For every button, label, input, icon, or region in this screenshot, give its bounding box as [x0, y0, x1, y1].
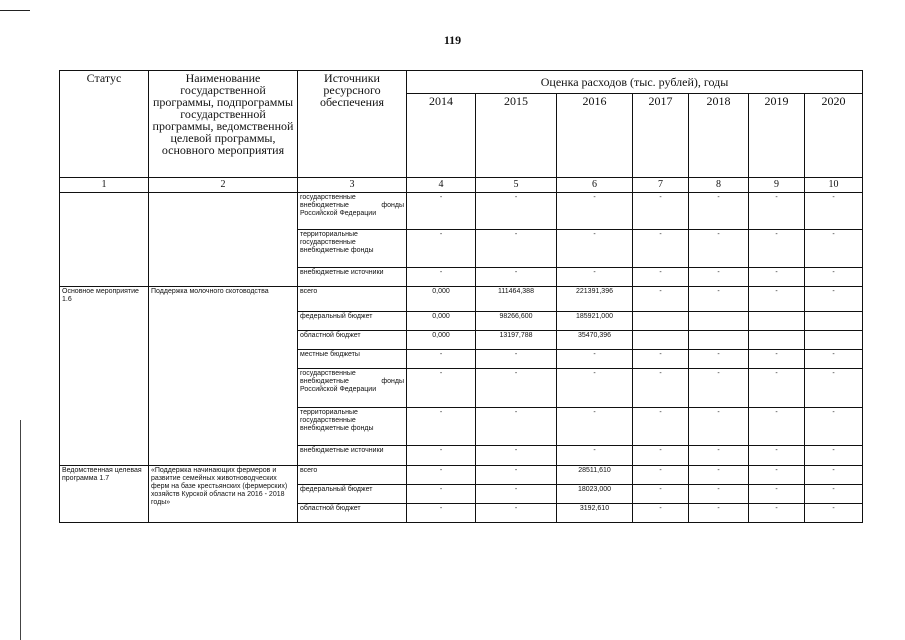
value-cell: - [749, 485, 805, 504]
value-cell: - [557, 230, 633, 268]
value-cell: - [749, 466, 805, 485]
source-cell: федеральный бюджет [298, 485, 407, 504]
value-cell: - [689, 369, 749, 408]
status-cell: Основное мероприятие 1.6 [60, 287, 149, 466]
value-cell: 111464,388 [476, 287, 557, 312]
value-cell: - [476, 230, 557, 268]
value-cell [749, 312, 805, 331]
page-number: 119 [443, 33, 462, 47]
value-cell: - [476, 369, 557, 408]
value-cell: - [557, 350, 633, 369]
table-row [60, 466, 863, 485]
value-cell: - [407, 230, 476, 268]
value-cell [689, 312, 749, 331]
value-cell: - [407, 369, 476, 408]
value-cell: - [805, 446, 863, 466]
source-cell: всего [298, 287, 407, 312]
year-2018: 2018 [689, 94, 749, 178]
value-cell: - [805, 230, 863, 268]
col-number: 8 [689, 178, 749, 193]
value-cell: 0,000 [407, 331, 476, 350]
value-cell: - [633, 466, 689, 485]
year-2015: 2015 [476, 94, 557, 178]
value-cell: - [407, 408, 476, 446]
value-cell: 221391,396 [557, 287, 633, 312]
value-cell: 3192,610 [557, 504, 633, 523]
header-estimate: Оценка расходов (тыс. рублей), годы [407, 71, 863, 94]
value-cell: - [407, 504, 476, 523]
value-cell: - [805, 287, 863, 312]
column-numbers-row [60, 178, 863, 193]
value-cell: - [689, 466, 749, 485]
value-cell: - [749, 446, 805, 466]
source-cell: областной бюджет [298, 504, 407, 523]
value-cell: - [805, 268, 863, 287]
col-number: 10 [805, 178, 863, 193]
value-cell: - [476, 193, 557, 230]
value-cell: - [407, 350, 476, 369]
col-number: 5 [476, 178, 557, 193]
value-cell: - [689, 230, 749, 268]
year-2020: 2020 [805, 94, 863, 178]
value-cell: - [407, 485, 476, 504]
value-cell: - [633, 268, 689, 287]
source-cell: государственные внебюджетные фонды Российской Федерации [298, 193, 407, 230]
value-cell: 28511,610 [557, 466, 633, 485]
value-cell: - [689, 408, 749, 446]
value-cell [749, 331, 805, 350]
value-cell: - [476, 350, 557, 369]
status-cell: Ведомственная целевая программа 1.7 [60, 466, 149, 523]
value-cell: - [689, 504, 749, 523]
value-cell: 98266,600 [476, 312, 557, 331]
value-cell: 0,000 [407, 312, 476, 331]
value-cell: - [557, 268, 633, 287]
value-cell [633, 331, 689, 350]
year-2019: 2019 [749, 94, 805, 178]
value-cell: - [689, 446, 749, 466]
value-cell: - [689, 485, 749, 504]
value-cell: - [633, 287, 689, 312]
col-number: 7 [633, 178, 689, 193]
value-cell: - [749, 369, 805, 408]
value-cell: - [633, 350, 689, 369]
value-cell: - [476, 466, 557, 485]
col-number: 9 [749, 178, 805, 193]
year-2016: 2016 [557, 94, 633, 178]
status-cell-empty [60, 193, 149, 287]
source-cell: внебюджетные источники [298, 446, 407, 466]
value-cell: - [749, 350, 805, 369]
header-status: Статус [60, 71, 149, 178]
source-cell: всего [298, 466, 407, 485]
value-cell: - [557, 193, 633, 230]
source-cell: внебюджетные источники [298, 268, 407, 287]
value-cell: - [689, 268, 749, 287]
value-cell: - [805, 485, 863, 504]
value-cell: - [633, 230, 689, 268]
value-cell [633, 312, 689, 331]
value-cell: - [749, 504, 805, 523]
value-cell: - [407, 446, 476, 466]
source-cell: областной бюджет [298, 331, 407, 350]
source-cell: федеральный бюджет [298, 312, 407, 331]
value-cell: - [805, 504, 863, 523]
value-cell: - [689, 287, 749, 312]
value-cell: - [749, 193, 805, 230]
value-cell: - [805, 369, 863, 408]
value-cell: - [805, 193, 863, 230]
value-cell: 185921,000 [557, 312, 633, 331]
col-number: 6 [557, 178, 633, 193]
value-cell: - [749, 230, 805, 268]
col-number: 1 [60, 178, 149, 193]
value-cell: - [476, 268, 557, 287]
col-number: 2 [149, 178, 298, 193]
year-2017: 2017 [633, 94, 689, 178]
value-cell: - [557, 446, 633, 466]
value-cell: - [557, 408, 633, 446]
value-cell: - [633, 369, 689, 408]
value-cell: - [689, 350, 749, 369]
corner-rule [0, 10, 30, 11]
source-cell: территориальные государственные внебюджетные фонды [298, 230, 407, 268]
value-cell: - [689, 193, 749, 230]
source-cell: государственные внебюджетные фонды Российской Федерации [298, 369, 407, 408]
value-cell: - [749, 287, 805, 312]
table-row [60, 287, 863, 312]
value-cell: - [805, 408, 863, 446]
value-cell [689, 331, 749, 350]
value-cell: - [407, 193, 476, 230]
budget-table [59, 70, 863, 523]
header-sources: Источники ресурсного обеспечения [298, 71, 407, 178]
value-cell: - [557, 369, 633, 408]
value-cell: - [633, 193, 689, 230]
name-cell-empty [149, 193, 298, 287]
header-name: Наименование государственной программы, подпрограммы государственной программы, ведомственной целевой программы, основного мероприятия [149, 71, 298, 178]
value-cell: 18023,000 [557, 485, 633, 504]
value-cell: - [633, 504, 689, 523]
value-cell: - [476, 446, 557, 466]
name-cell: «Поддержка начинающих фермеров и развитие семейных животноводческих ферм на базе крестьянских (фермерских) хозяйств Курской области на 2016 - 2018 годы» [149, 466, 298, 523]
value-cell: - [476, 504, 557, 523]
value-cell: - [805, 350, 863, 369]
value-cell: - [749, 268, 805, 287]
value-cell: 13197,788 [476, 331, 557, 350]
value-cell: - [805, 466, 863, 485]
value-cell: - [407, 268, 476, 287]
name-cell: Поддержка молочного скотоводства [149, 287, 298, 466]
value-cell: - [633, 408, 689, 446]
col-number: 3 [298, 178, 407, 193]
value-cell [805, 312, 863, 331]
margin-rule [20, 420, 21, 640]
value-cell: - [407, 466, 476, 485]
value-cell: - [749, 408, 805, 446]
source-cell: местные бюджеты [298, 350, 407, 369]
source-cell: территориальные государственные внебюджетные фонды [298, 408, 407, 446]
col-number: 4 [407, 178, 476, 193]
value-cell [805, 331, 863, 350]
value-cell: 0,000 [407, 287, 476, 312]
table-row [60, 193, 863, 230]
year-2014: 2014 [407, 94, 476, 178]
value-cell: - [633, 446, 689, 466]
value-cell: - [633, 485, 689, 504]
value-cell: - [476, 485, 557, 504]
value-cell: 35470,396 [557, 331, 633, 350]
value-cell: - [476, 408, 557, 446]
